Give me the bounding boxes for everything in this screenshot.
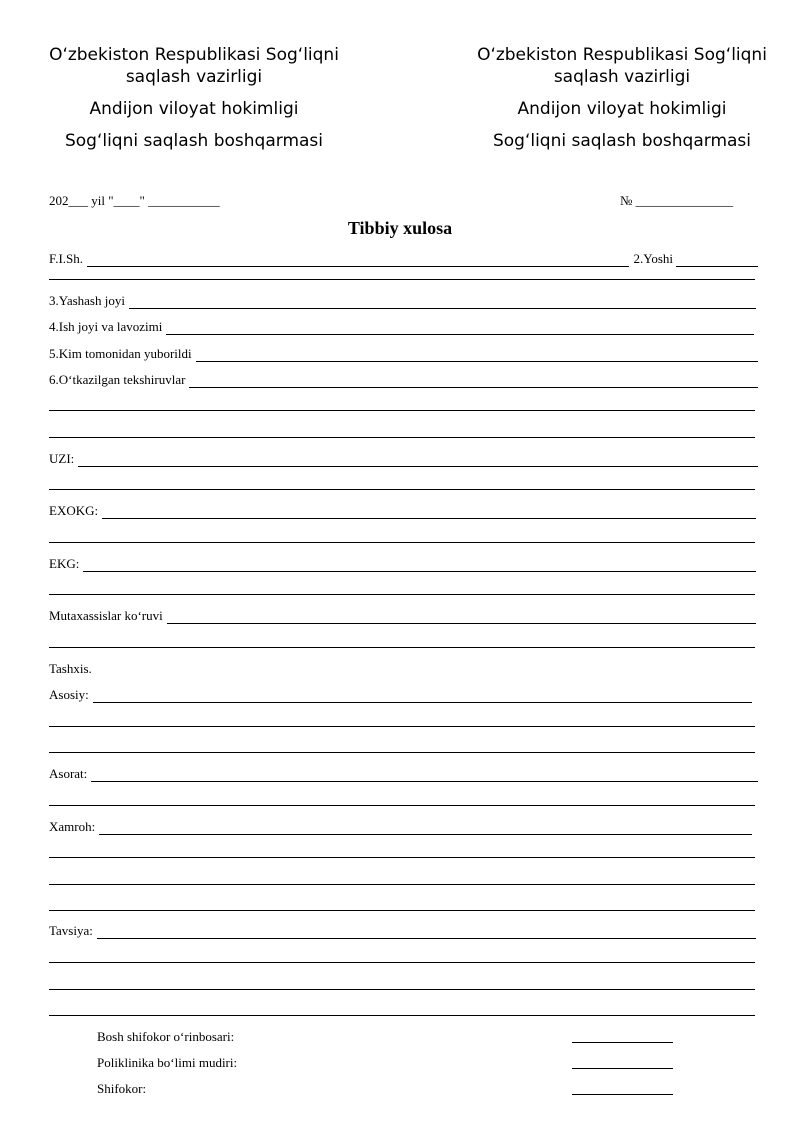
blank-line[interactable] — [49, 962, 755, 963]
blank-line[interactable] — [49, 279, 755, 280]
uzi-row — [49, 451, 758, 467]
header-right — [462, 44, 782, 152]
tekshiruvlar-label: 6.O‘tkazilgan tekshiruvlar — [49, 372, 186, 387]
document-title: Tibbiy xulosa — [347, 218, 453, 238]
exokg-row — [49, 503, 756, 519]
blank-line[interactable] — [49, 884, 755, 885]
yoshi-field[interactable] — [676, 254, 758, 267]
ekg-field[interactable] — [83, 559, 756, 572]
fish-field[interactable] — [87, 254, 629, 267]
xamroh-field[interactable] — [99, 822, 752, 835]
yuborildi-field[interactable] — [196, 349, 758, 362]
ministry-line-1: O‘zbekiston Respublikasi Sog‘liqni — [49, 45, 339, 65]
poliklinika-signature-line[interactable] — [572, 1068, 673, 1069]
blank-line[interactable] — [49, 489, 755, 490]
ekg-label: EKG: — [49, 556, 80, 571]
shifokor-signature-line[interactable] — [572, 1094, 673, 1095]
blank-line[interactable] — [49, 805, 755, 806]
boshqarma-title: Sog‘liqni saqlash boshqarmasi — [492, 131, 752, 151]
hokimlik-title: Andijon viloyat hokimligi — [89, 99, 299, 119]
yashash-joyi-field[interactable] — [129, 296, 756, 309]
yashash-joyi-row — [49, 293, 756, 309]
document-number[interactable]: № _______________ — [620, 193, 734, 208]
poliklinika-label: Poliklinika bo‘limi mudiri: — [97, 1055, 238, 1070]
shifokor-label: Shifokor: — [97, 1081, 147, 1096]
ministry-line-1: O‘zbekiston Respublikasi Sog‘liqni — [477, 45, 767, 65]
ekg-row — [49, 556, 756, 572]
hokimlik-title: Andijon viloyat hokimligi — [517, 99, 727, 119]
tavsiya-field[interactable] — [97, 926, 756, 939]
ish-joyi-row — [49, 319, 754, 335]
yuborildi-label: 5.Kim tomonidan yuborildi — [49, 346, 192, 361]
bosh-shifokor-label: Bosh shifokor o‘rinbosari: — [97, 1029, 235, 1044]
yuborildi-row — [49, 346, 758, 362]
yashash-joyi-label: 3.Yashash joyi — [49, 293, 125, 308]
tekshiruvlar-field[interactable] — [189, 375, 758, 388]
ish-joyi-field[interactable] — [166, 322, 754, 335]
date-line[interactable]: 202___ yil "____" ___________ — [49, 193, 220, 208]
mutaxassislar-label: Mutaxassislar ko‘ruvi — [49, 608, 163, 623]
bosh-shifokor-signature-line[interactable] — [572, 1042, 673, 1043]
ministry-line-2: saqlash vazirligi — [125, 67, 263, 87]
mutaxassislar-row — [49, 608, 756, 624]
tekshiruvlar-row — [49, 372, 758, 388]
ish-joyi-label: 4.Ish joyi va lavozimi — [49, 319, 163, 334]
fish-row — [49, 251, 758, 267]
asosiy-label: Asosiy: — [49, 687, 89, 702]
header-left — [34, 44, 354, 152]
boshqarma-title: Sog‘liqni saqlash boshqarmasi — [64, 131, 324, 151]
tavsiya-row — [49, 923, 756, 939]
blank-line[interactable] — [49, 752, 755, 753]
blank-line[interactable] — [49, 542, 755, 543]
asorat-field[interactable] — [91, 769, 758, 782]
fish-label: F.I.Sh. — [49, 251, 83, 266]
blank-line[interactable] — [49, 410, 755, 411]
blank-line[interactable] — [49, 857, 755, 858]
ministry-title — [34, 44, 354, 88]
yoshi-label: 2.Yoshi — [633, 251, 673, 266]
exokg-label: EXOKG: — [49, 503, 99, 518]
blank-line[interactable] — [49, 726, 755, 727]
blank-line[interactable] — [49, 910, 755, 911]
ministry-line-2: saqlash vazirligi — [553, 67, 691, 87]
blank-line[interactable] — [49, 989, 755, 990]
blank-line[interactable] — [49, 594, 755, 595]
asorat-label: Asorat: — [49, 766, 88, 781]
blank-line[interactable] — [49, 1015, 755, 1016]
tashxis-heading: Tashxis. — [49, 661, 92, 676]
asorat-row — [49, 766, 758, 782]
blank-line[interactable] — [49, 647, 755, 648]
tavsiya-label: Tavsiya: — [49, 923, 93, 938]
asosiy-field[interactable] — [93, 690, 752, 703]
mutaxassislar-field[interactable] — [167, 611, 756, 624]
uzi-label: UZI: — [49, 451, 75, 466]
xamroh-row — [49, 819, 752, 835]
blank-line[interactable] — [49, 437, 755, 438]
uzi-field[interactable] — [78, 454, 758, 467]
xamroh-label: Xamroh: — [49, 819, 96, 834]
exokg-field[interactable] — [102, 506, 756, 519]
asosiy-row — [49, 687, 752, 703]
ministry-title — [462, 44, 782, 88]
